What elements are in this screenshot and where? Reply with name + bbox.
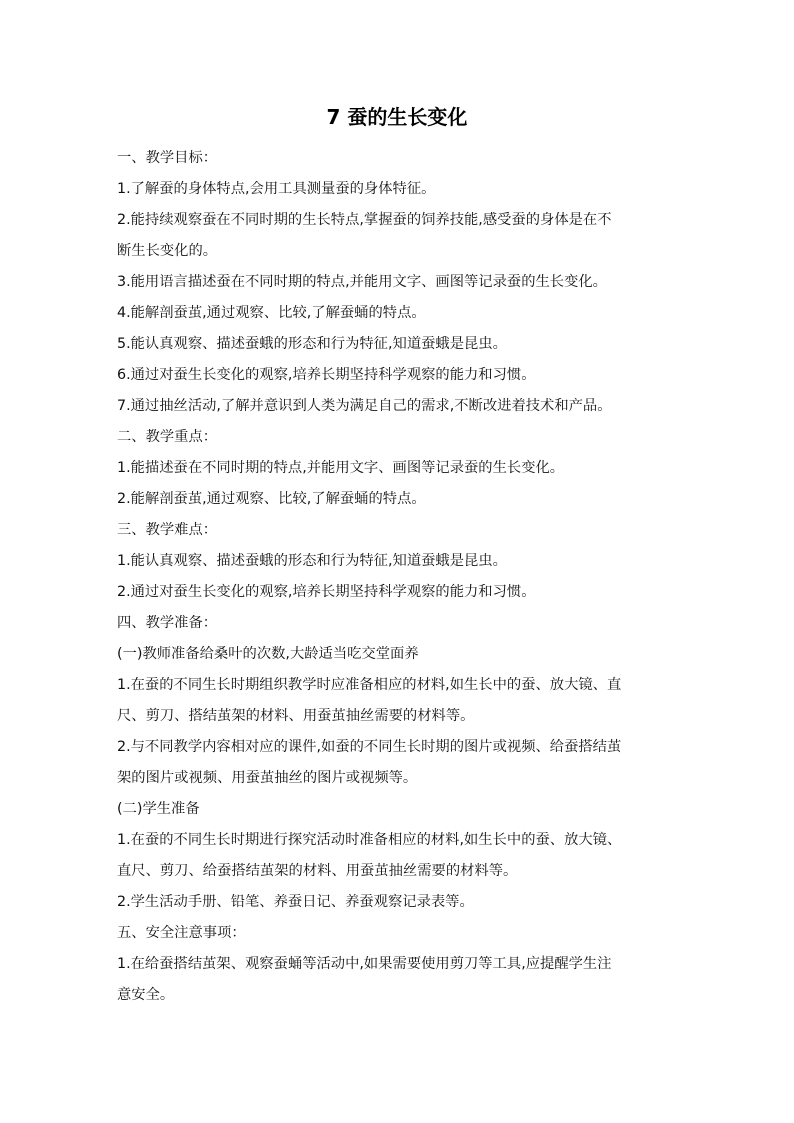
section-heading-difficulties: 三、教学难点： bbox=[117, 522, 218, 538]
teacher-preparation-item: 2.与不同教学内容相对应的课件,如蚕的不同生长时期的图片或视频、给蚕搭结茧 bbox=[117, 739, 622, 755]
student-preparation-item-continued: 直尺、剪刀、给蚕搭结茧架的材料、用蚕茧抽丝需要的材料等。 bbox=[117, 863, 518, 879]
difficulty-item: 1.能认真观察、描述蚕蛾的形态和行为特征,知道蚕蛾是昆虫。 bbox=[117, 553, 507, 569]
section-heading-key-points: 二、教学重点： bbox=[117, 429, 218, 445]
goal-item: 4.能解剖蚕茧,通过观察、比较,了解蚕蛹的特点。 bbox=[117, 305, 426, 321]
student-preparation-item: 1.在蚕的不同生长时期进行探究活动时准备相应的材料,如生长中的蚕、放大镜、 bbox=[117, 832, 622, 848]
difficulty-item: 2.通过对蚕生长变化的观察,培养长期坚持科学观察的能力和习惯。 bbox=[117, 584, 536, 600]
subheading-student-preparation: (二)学生准备 bbox=[117, 801, 200, 817]
key-point-item: 1.能描述蚕在不同时期的特点,并能用文字、画图等记录蚕的生长变化。 bbox=[117, 460, 565, 476]
goal-item: 2.能持续观察蚕在不同时期的生长特点,掌握蚕的饲养技能,感受蚕的身体是在不 bbox=[117, 212, 612, 228]
goal-item-continued: 断生长变化的。 bbox=[117, 243, 218, 259]
safety-item-continued: 意安全。 bbox=[117, 987, 175, 1003]
goal-item: 1.了解蚕的身体特点,会用工具测量蚕的身体特征。 bbox=[117, 181, 436, 197]
section-heading-preparation: 四、教学准备： bbox=[117, 615, 218, 631]
section-heading-safety: 五、安全注意事项： bbox=[117, 925, 246, 941]
safety-item: 1.在给蚕搭结茧架、观察蚕蛹等活动中,如果需要使用剪刀等工具,应提醒学生注 bbox=[117, 956, 612, 972]
goal-item: 3.能用语言描述蚕在不同时期的特点,并能用文字、画图等记录蚕的生长变化。 bbox=[117, 274, 607, 290]
section-heading-goals: 一、教学目标： bbox=[117, 150, 218, 166]
teacher-preparation-item-continued: 架的图片或视频、用蚕茧抽丝的图片或视频等。 bbox=[117, 770, 418, 786]
goal-item: 5.能认真观察、描述蚕蛾的形态和行为特征,知道蚕蛾是昆虫。 bbox=[117, 336, 507, 352]
subheading-teacher-preparation: (一)教师准备给桑叶的次数,大龄适当吃交堂面养 bbox=[117, 646, 419, 662]
document-body bbox=[117, 143, 679, 1011]
goal-item: 6.通过对蚕生长变化的观察,培养长期坚持科学观察的能力和习惯。 bbox=[117, 367, 536, 383]
key-point-item: 2.能解剖蚕茧,通过观察、比较,了解蚕蛹的特点。 bbox=[117, 491, 426, 507]
student-preparation-item: 2.学生活动手册、铅笔、养蚕日记、养蚕观察记录表等。 bbox=[117, 894, 474, 910]
teacher-preparation-item-continued: 尺、剪刀、搭结茧架的材料、用蚕茧抽丝需要的材料等。 bbox=[117, 708, 475, 724]
goal-item: 7.通过抽丝活动,了解并意识到人类为满足自己的需求,不断改进着技术和产品。 bbox=[117, 398, 612, 414]
teacher-preparation-item: 1.在蚕的不同生长时期组织教学时应准备相应的材料,如生长中的蚕、放大镜、直 bbox=[117, 677, 622, 693]
document-title: 7 蚕的生长变化 bbox=[326, 105, 468, 129]
